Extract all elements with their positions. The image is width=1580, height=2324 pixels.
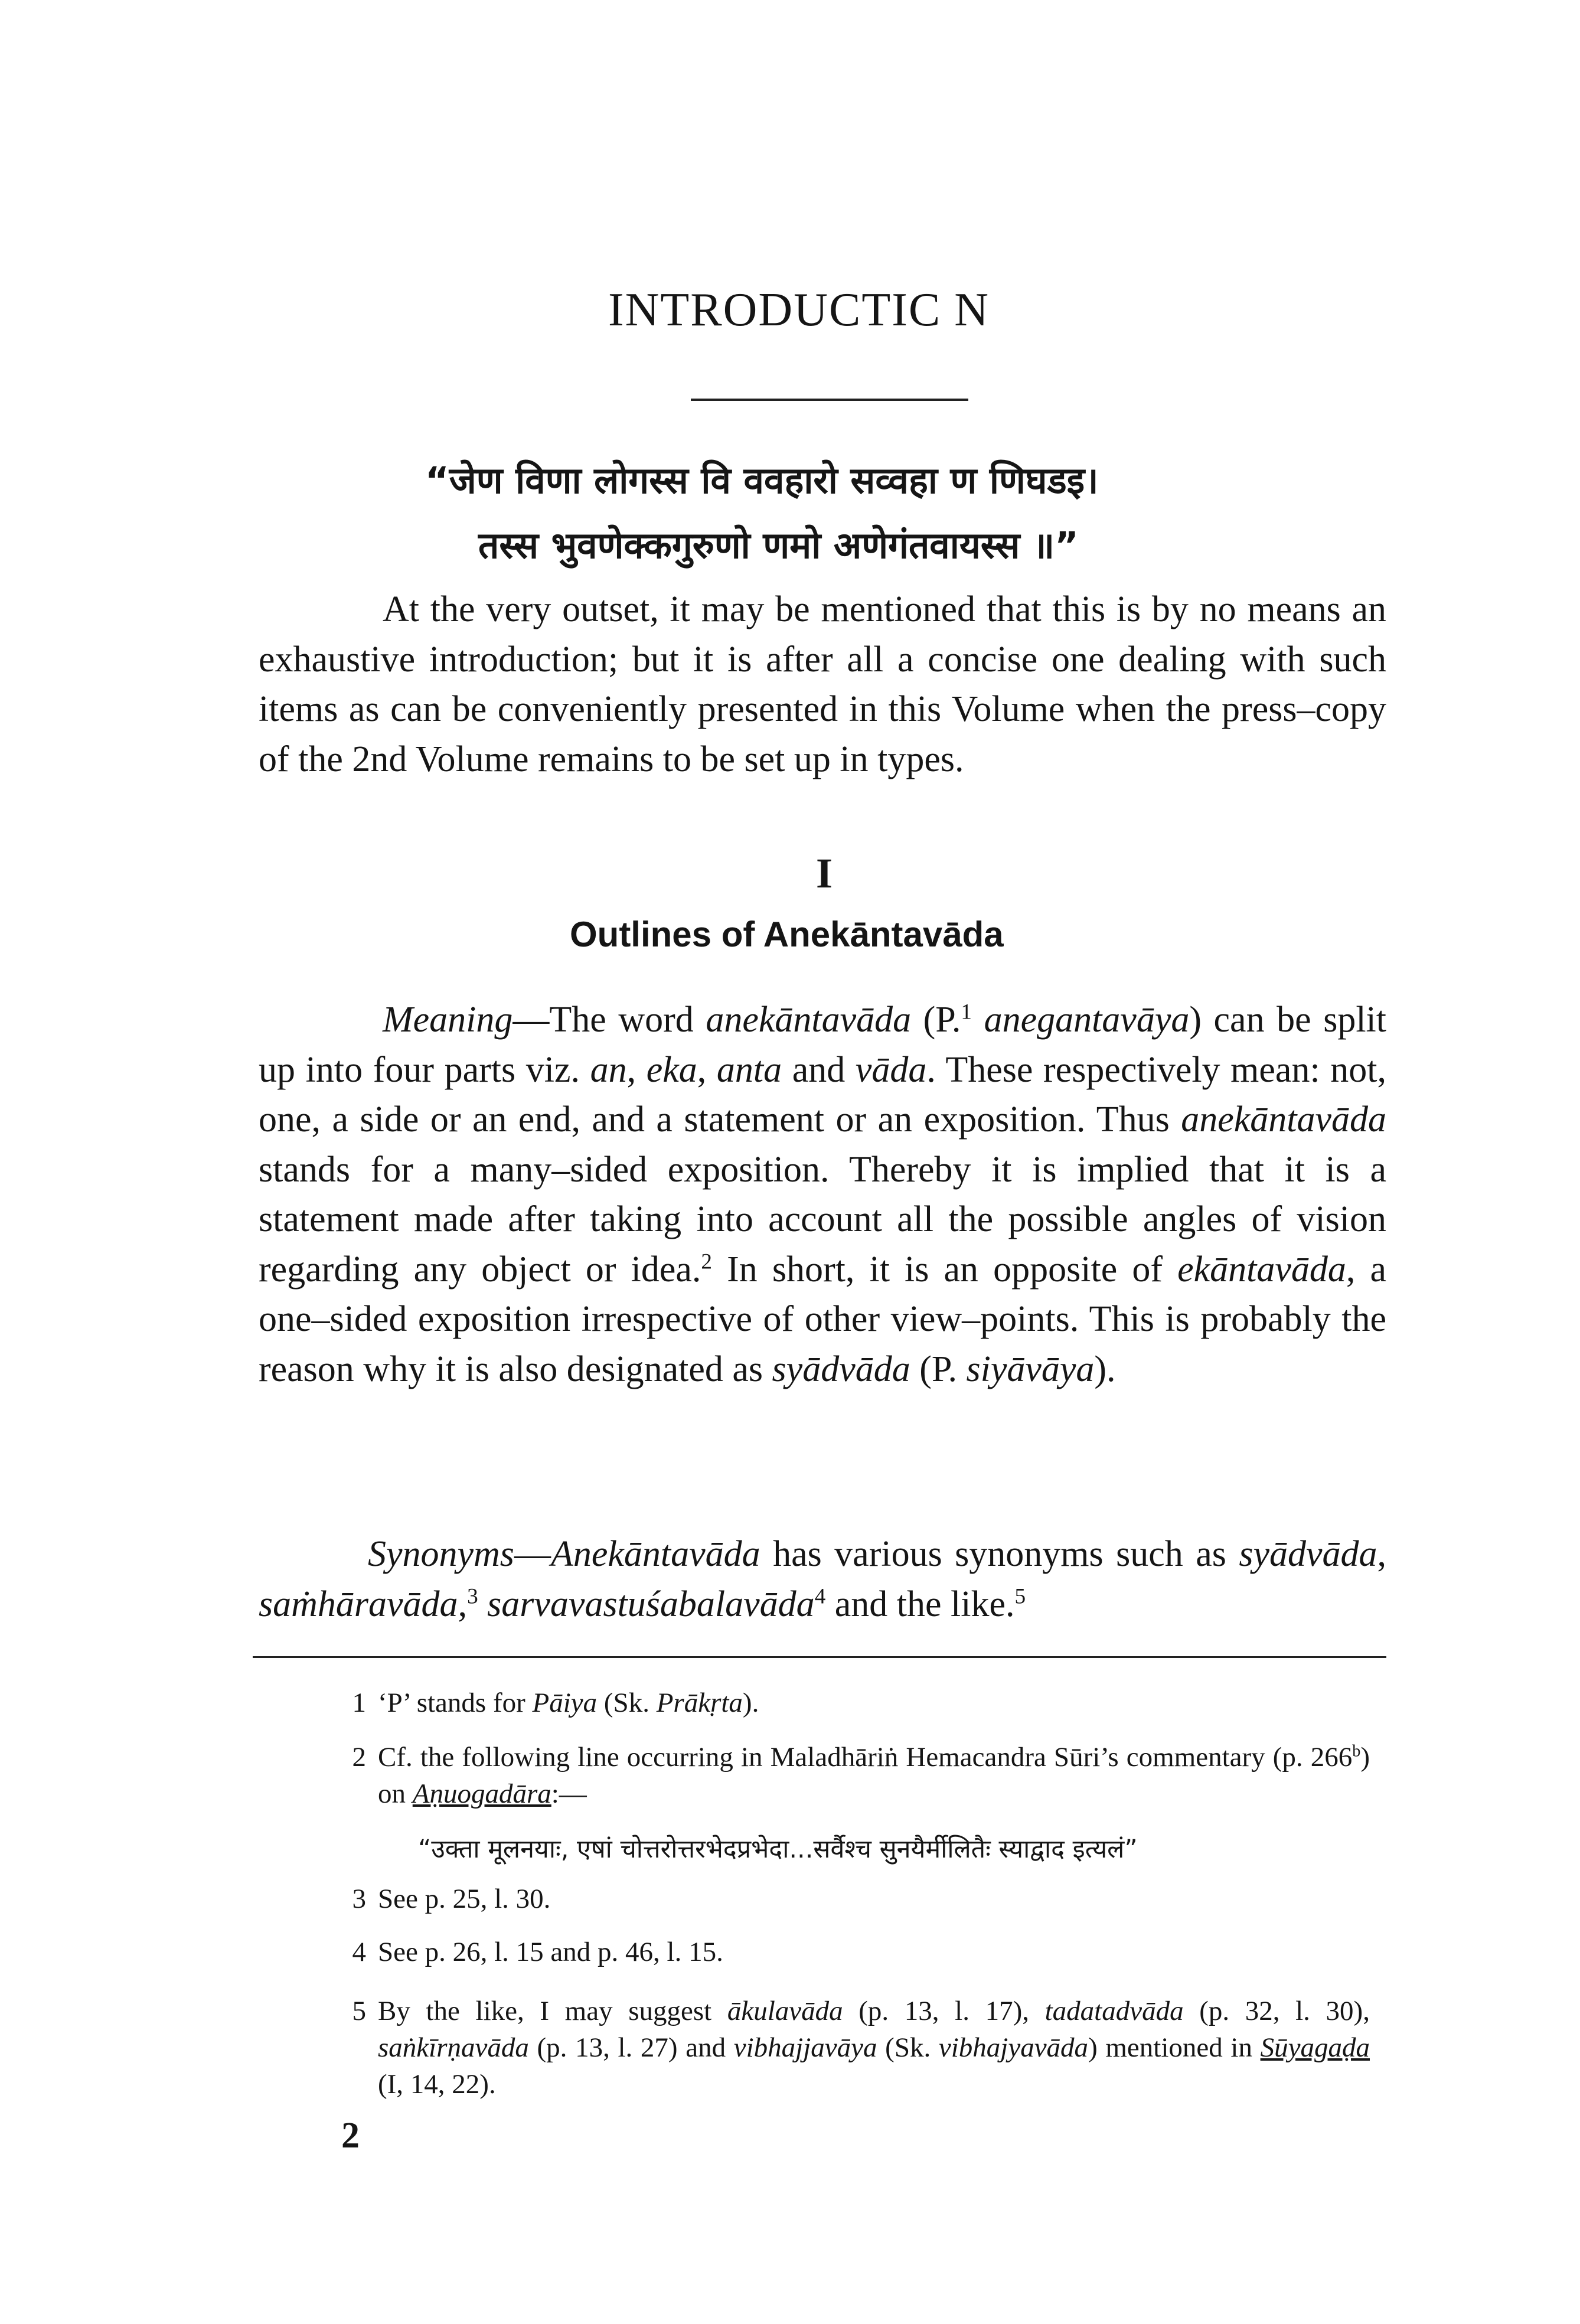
footnote-text: (I, 14, 22).	[378, 2069, 496, 2100]
meaning-text: The word	[549, 1000, 706, 1040]
synonyms-label: Synonyms	[368, 1534, 514, 1574]
term-an: an	[590, 1049, 627, 1090]
footnote-2	[352, 1739, 1370, 1812]
verse-line-1: “जेण विणा लोगस्स वि ववहारो सव्वहा ण णिघडइ।	[425, 459, 1099, 502]
footnote-marker-4: 4	[814, 1584, 826, 1608]
term-tadatadvada: tadatadvāda	[1044, 1996, 1184, 2026]
term-sankirnavada: saṅkīrṇavāda	[378, 2032, 529, 2063]
title-underline	[691, 399, 968, 401]
meaning-text: ,	[626, 1049, 647, 1090]
meaning-text: (P.	[910, 1349, 967, 1389]
footnote-2-quote: “उक्ता मूलनयाः, एषां चोत्तरोत्तरभेदप्रभेदा...सर्वैश्च सुनयैर्मीलितैः स्याद्वाद इत्यलं”	[418, 1835, 1138, 1864]
section-title: Outlines of Anekāntavāda	[570, 915, 1004, 954]
footnote-superscript: b	[1352, 1742, 1361, 1761]
footnote-3	[352, 1881, 1370, 1917]
footnote-text: See p. 26, l. 15 and p. 46, l. 15.	[378, 1937, 723, 1967]
section-number: I	[816, 850, 833, 897]
synonyms-text: and the like.	[825, 1584, 1015, 1624]
footnote-number: 2	[352, 1742, 366, 1773]
footnote-1	[352, 1685, 1370, 1721]
term-paiya: Pāiya	[532, 1687, 598, 1718]
term-anekantavada: anekāntavāda	[706, 1000, 912, 1040]
footnote-text: See p. 25, l. 30.	[378, 1884, 551, 1914]
meaning-text: stands for a many–sided exposition. Thereby it is implied that it is a statement made after taking into account all the possible angles of vision regarding any object or idea.	[259, 1149, 1386, 1290]
footnote-text: (Sk.	[597, 1687, 657, 1718]
intro-paragraph	[259, 585, 1386, 784]
footnote-text: (p. 13, l. 27) and	[528, 2032, 734, 2063]
footnote-text: ) on	[378, 1742, 1370, 1809]
meaning-label: Meaning	[383, 1000, 513, 1040]
intro-paragraph-text: At the very outset, it may be mentioned that this is by no means an exhaustive introduction; but it is after all a concise one dealing with such items as can be conveniently presented in this Volume when the press–copy of the 2nd Volume remains to be set up in types.	[259, 589, 1386, 779]
term-vibhajjavaya: vibhajjavāya	[733, 2032, 877, 2063]
term-syadvada: syādvāda	[772, 1349, 910, 1389]
footnote-text: :—	[551, 1778, 587, 1809]
meaning-text: ,	[697, 1049, 717, 1090]
footnote-text: (p. 13, l. 17),	[843, 1996, 1045, 2026]
verse-line-2: तस्स भुवणेक्कगुरुणो णमो अणेगंतवायस्स ॥”	[478, 524, 1079, 567]
synonyms-text	[478, 1584, 488, 1624]
footnote-text: ‘P’ stands for	[378, 1687, 533, 1718]
meaning-text: . These respectively mean: not, one, a side or an end, and a statement or an exposition. Thus	[259, 1049, 1387, 1140]
meaning-text: , a one–sided exposition irrespective of other view–points. This is probably the reason why it is also designated as	[259, 1249, 1386, 1389]
meaning-text: (P.	[911, 1000, 961, 1040]
footnote-number: 3	[352, 1884, 366, 1914]
term-anekantavada: anekāntavāda	[1181, 1099, 1386, 1140]
synonyms-dash: —	[514, 1534, 551, 1574]
term-eka: eka	[646, 1049, 697, 1090]
term-siyavaya: siyāvāya	[966, 1349, 1095, 1389]
meaning-text: and	[782, 1049, 856, 1090]
synonyms-paragraph	[259, 1529, 1386, 1629]
meaning-text	[972, 1000, 984, 1040]
footnote-number: 5	[352, 1996, 366, 2026]
meaning-text: ).	[1094, 1349, 1116, 1389]
meaning-paragraph	[259, 995, 1386, 1394]
synonyms-text: ,	[458, 1584, 468, 1624]
term-anekantavada: Anekāntavāda	[550, 1534, 760, 1574]
meaning-text: ) can be split up into four parts viz.	[259, 1000, 1387, 1090]
meaning-dash: —	[512, 1000, 550, 1040]
footnote-text: ) mentioned in	[1088, 2032, 1261, 2063]
term-prakrta: Prākṛta	[656, 1687, 743, 1718]
term-anuogadara: Aṇuogadāra	[412, 1778, 551, 1809]
footnote-text: By the like, I may suggest	[378, 1996, 727, 2026]
footnote-marker-3: 3	[467, 1584, 478, 1608]
footnote-marker-5: 5	[1014, 1584, 1026, 1608]
footnote-number: 4	[352, 1937, 366, 1967]
footnote-text: (p. 32, l. 30),	[1183, 1996, 1370, 2026]
footnote-4	[352, 1934, 1370, 1970]
term-anta: anta	[716, 1049, 782, 1090]
footnote-divider	[253, 1656, 1386, 1658]
footnote-text: Cf. the following line occurring in Maladhāriṅ Hemacandra Sūri’s commentary (p. 266	[378, 1742, 1353, 1773]
footnote-marker-1: 1	[961, 1000, 972, 1024]
footnote-5	[352, 1993, 1370, 2103]
synonyms-text: has various synonyms such as	[760, 1534, 1239, 1574]
footnote-number: 1	[352, 1687, 366, 1718]
term-syadvada: syādvāda	[1239, 1534, 1377, 1574]
term-vada: vāda	[855, 1049, 927, 1090]
synonyms-text: ,	[1377, 1534, 1386, 1574]
footnote-text: ).	[742, 1687, 759, 1718]
term-ekantavada: ekāntavāda	[1177, 1249, 1346, 1290]
footnote-text: (Sk.	[877, 2032, 939, 2063]
page-title: INTRODUCTIC N	[608, 284, 990, 336]
page-number: 2	[341, 2116, 360, 2156]
term-samharavada: saṁhāravāda	[259, 1584, 458, 1624]
term-akulavada: ākulavāda	[727, 1996, 843, 2026]
term-sarvavastusabalavada: sarvavastuśabalavāda	[487, 1584, 815, 1624]
term-vibhajyavada: vibhajyavāda	[938, 2032, 1089, 2063]
term-anegantavaya: anegantavāya	[984, 1000, 1190, 1040]
footnote-marker-2: 2	[701, 1249, 712, 1274]
term-suyagada: Sūyagaḍa	[1260, 2032, 1370, 2063]
meaning-text: In short, it is an opposite of	[712, 1249, 1178, 1290]
